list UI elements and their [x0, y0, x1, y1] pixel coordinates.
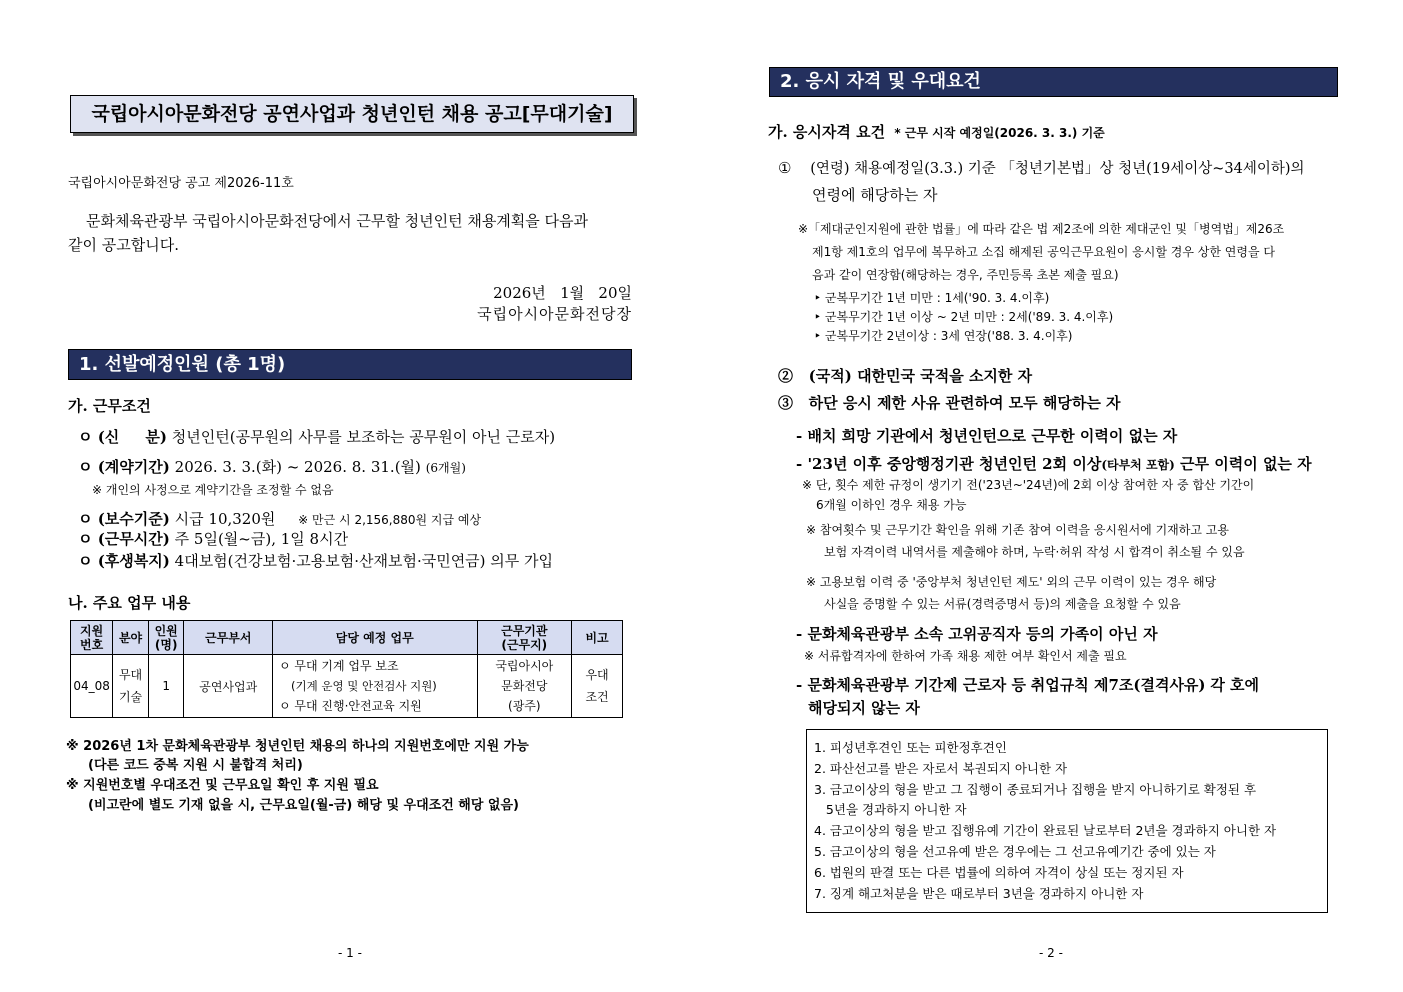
eligibility-title: 가. 응시자격 요건 [768, 123, 886, 141]
cell-apply-no: 04_08 [71, 655, 113, 718]
duty-line-1: ㅇ 무대 기계 업무 보조 [279, 659, 399, 673]
table-header: 분야 [113, 621, 149, 655]
restriction-2 [796, 453, 1312, 474]
section2-header: 2. 응시 자격 및 우대요건 [769, 67, 1338, 97]
restriction-4-c: 각 호에 [1210, 676, 1260, 694]
disqualification-box [806, 729, 1328, 913]
restriction-2-b: (타부처 포함) [1101, 458, 1175, 472]
condition-period-months: (6개월) [425, 461, 466, 475]
section1-header: 1. 선발예정인원 (총 1명) [68, 349, 632, 380]
restriction-4-a: - 문화체육관광부 기간제 근로자 등 [796, 676, 1026, 694]
table-header: 근무부서 [184, 621, 273, 655]
condition-pay-note: ※ 만근 시 2,156,880원 지급 예상 [298, 513, 482, 527]
criterion-age [778, 157, 1305, 178]
duty-line-3: ㅇ 무대 진행·안전교육 지원 [279, 699, 422, 713]
condition-status-value: 청년인턴(공무원의 사무를 보조하는 공무원이 아닌 근로자) [171, 428, 556, 446]
military-item: ‣ 군복무기간 1년 미만 : 1세('90. 3. 4.이후) [814, 291, 1050, 305]
page-number-2: - 2 - [1039, 946, 1063, 960]
duty-table [70, 620, 623, 718]
condition-pay [78, 508, 481, 529]
org-line-3: (광주) [508, 699, 541, 713]
military-note-3: 음과 같이 연장함(해당하는 경우, 주민등록 초본 제출 필요) [812, 268, 1119, 282]
restriction-2-c: 근무 이력이 없는 자 [1180, 455, 1312, 473]
criterion-age-number: ① [778, 159, 792, 177]
condition-status [78, 426, 555, 447]
condition-pay-label: ㅇ (보수기준) [78, 510, 170, 528]
condition-period-label: ㅇ (계약기간) [78, 458, 170, 476]
condition-period [78, 456, 466, 477]
criterion-age-line1: (연령) 채용예정일(3.3.) 기준 「청년기본법」상 청년(19세이상~34세이하)의 [810, 161, 1305, 177]
condition-welfare-value: 4대보험(건강보험·고용보험·산재보험·국민연금) 의무 가입 [174, 552, 554, 570]
criterion-nationality: ② (국적) 대한민국 국적을 소지한 자 [778, 367, 1033, 385]
subsection-main-duties: 나. 주요 업무 내용 [68, 594, 191, 612]
restriction-2-note-2b: 보험 자격이력 내역서를 제출해야 하며, 누락·허위 작성 시 합격이 취소될 수 있음 [824, 545, 1245, 559]
org-line-1: 국립아시아 [495, 659, 554, 673]
restriction-2-a: - '23년 이후 중앙행정기관 청년인턴 2회 이상 [796, 455, 1102, 473]
remark-line-1: 우대 [585, 668, 609, 682]
table-header: 근무기관 (근무지) [477, 621, 572, 655]
announcement-date: 2026년 1월 20일 [493, 284, 632, 302]
criterion-restrictions: ③ 하단 응시 제한 사유 관련하여 모두 해당하는 자 [778, 394, 1121, 412]
condition-period-note: ※ 개인의 사정으로 계약기간을 조정할 수 없음 [92, 483, 334, 497]
restriction-3-note: ※ 서류합격자에 한하여 가족 채용 제한 여부 확인서 제출 필요 [804, 649, 1127, 663]
notice-number: 국립아시아문화전당 공고 제2026-11호 [68, 176, 294, 191]
disqualification-item: 3. 금고이상의 형을 받고 그 집행이 종료되거나 집행을 받지 아니하기로 확정된 후 [814, 781, 1257, 797]
condition-period-value: 2026. 3. 3.(화) ~ 2026. 8. 31.(월) [174, 458, 421, 476]
note-1: ※ 2026년 1차 문화체육관광부 청년인턴 채용의 하나의 지원번호에만 지원 가능 [66, 739, 529, 754]
restriction-2-note-1b: 6개월 이하인 경우 채용 가능 [816, 498, 967, 512]
cell-count: 1 [148, 655, 184, 718]
condition-hours-value: 주 5일(월~금), 1일 8시간 [174, 530, 349, 548]
disqualification-item: 5. 금고이상의 형을 선고유예 받은 경우에는 그 선고유예기간 중에 있는 자 [814, 843, 1216, 859]
table-header: 인원 (명) [148, 621, 184, 655]
restriction-1: - 배치 희망 기관에서 청년인턴으로 근무한 이력이 없는 자 [796, 427, 1178, 445]
condition-welfare [78, 550, 553, 571]
table-header: 비고 [572, 621, 623, 655]
cell-org [477, 655, 572, 718]
restriction-2-note-1: ※ 단, 횟수 제한 규정이 생기기 전('23년~'24년)에 2회 이상 참여한 자 중 합산 기간이 [802, 478, 1255, 492]
org-line-2: 문화전당 [501, 679, 548, 693]
criterion-age-line2: 연령에 해당하는 자 [812, 186, 938, 204]
military-note-1: ※「제대군인지원에 관한 법률」에 따라 같은 법 제2조에 의한 제대군인 및「병역법」제26조 [798, 222, 1285, 236]
intro-line-2: 같이 공고합니다. [68, 236, 179, 254]
disqualification-item: 5년을 경과하지 아니한 자 [814, 802, 967, 818]
table-row [71, 655, 623, 718]
cell-duties [273, 655, 478, 718]
note-2b: (비고란에 별도 기재 없을 시, 근무요일(월-금) 해당 및 우대조건 해당 없음) [88, 798, 519, 813]
condition-welfare-label: ㅇ (후생복지) [78, 552, 170, 570]
condition-status-label: ㅇ (신 분) [78, 428, 167, 446]
disqualification-item: 7. 징계 해고처분을 받은 때로부터 3년을 경과하지 아니한 자 [814, 885, 1144, 901]
cell-dept: 공연사업과 [184, 655, 273, 718]
page-number-1: - 1 - [338, 946, 362, 960]
military-item: ‣ 군복무기간 1년 이상 ~ 2년 미만 : 2세('89. 3. 4.이후) [814, 310, 1114, 324]
restriction-4-b: 취업규칙 제7조(결격사유) [1030, 676, 1206, 694]
remark-line-2: 조건 [585, 690, 609, 704]
disqualification-item: 6. 법원의 판결 또는 다른 법률에 의하여 자격이 상실 또는 정지된 자 [814, 864, 1184, 880]
restriction-4-line2: 해당되지 않는 자 [808, 699, 920, 717]
subsection-eligibility [768, 121, 1105, 142]
condition-pay-value: 시급 10,320원 [174, 510, 276, 528]
eligibility-note: * 근무 시작 예정일(2026. 3. 3.) 기준 [894, 126, 1105, 140]
issuer-name: 국립아시아문화전당장 [477, 305, 632, 323]
restriction-3: - 문화체육관광부 소속 고위공직자 등의 가족이 아닌 자 [796, 625, 1158, 643]
page1-title: 국립아시아문화전당 공연사업과 청년인턴 채용 공고[무대기술] [70, 95, 634, 133]
restriction-2-note-2: ※ 참여횟수 및 근무기간 확인을 위해 기존 참여 이력을 응시원서에 기재하고 고용 [806, 523, 1229, 537]
intro-line-1: 문화체육관광부 국립아시아문화전당에서 근무할 청년인턴 채용계획을 다음과 [86, 212, 589, 230]
disqualification-item: 2. 파산선고를 받은 자로서 복권되지 아니한 자 [814, 760, 1068, 776]
duty-line-2: (기계 운영 및 안전검사 지원) [291, 679, 437, 693]
condition-hours-label: ㅇ (근무시간) [78, 530, 170, 548]
disqualification-item: 1. 피성년후견인 또는 피한정후견인 [814, 740, 1007, 755]
condition-hours [78, 528, 348, 549]
cell-field: 무대 기술 [113, 655, 149, 718]
disqualification-item: 4. 금고이상의 형을 받고 집행유예 기간이 완료된 날로부터 2년을 경과하지 아니한 자 [814, 823, 1277, 839]
restriction-4 [796, 674, 1259, 695]
note-1b: (다른 코드 중복 지원 시 불합격 처리) [88, 758, 303, 773]
table-header: 지원 번호 [71, 621, 113, 655]
military-item: ‣ 군복무기간 2년이상 : 3세 연장('88. 3. 4.이후) [814, 329, 1073, 343]
table-header: 담당 예정 업무 [273, 621, 478, 655]
subsection-work-conditions: 가. 근무조건 [68, 397, 151, 415]
note-2: ※ 지원번호별 우대조건 및 근무요일 확인 후 지원 필요 [66, 778, 379, 793]
military-note-2: 제1항 제1호의 업무에 복무하고 소집 해제된 공익근무요원이 응시할 경우 상한 연령을 다 [812, 245, 1275, 259]
restriction-2-note-3b: 사실을 증명할 수 있는 서류(경력증명서 등)의 제출을 요청할 수 있음 [824, 597, 1181, 611]
cell-remark [572, 655, 623, 718]
restriction-2-note-3: ※ 고용보험 이력 중 '중앙부처 청년인턴 제도' 외의 근무 이력이 있는 경우 해당 [806, 575, 1217, 589]
